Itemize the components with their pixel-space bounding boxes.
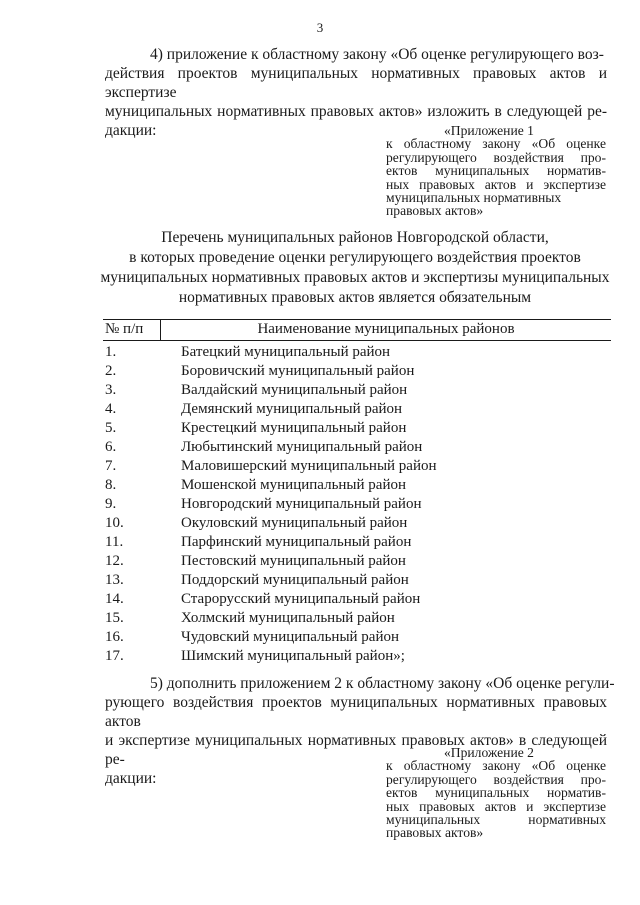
appendix-line: регулирующего воздействия про- <box>386 149 606 165</box>
row-number: 5. <box>105 420 117 436</box>
table-row <box>103 495 611 514</box>
title-line: нормативных правовых актов является обязательным <box>178 289 532 306</box>
table-row <box>103 438 611 457</box>
district-name: Чудовский муниципальный район <box>181 629 400 645</box>
table-row <box>103 343 611 362</box>
table-row <box>103 628 611 647</box>
district-name: Новгородский муниципальный район <box>181 496 422 512</box>
district-name: Холмский муниципальный район <box>181 610 395 626</box>
column-header-name: Наименование муниципальных районов <box>257 321 515 337</box>
table-row <box>103 590 611 609</box>
appendix-line: ных правовых актов и экспертизе <box>386 798 606 814</box>
row-number: 3. <box>105 382 117 398</box>
row-number: 14. <box>105 591 124 607</box>
title-line: муниципальных нормативных правовых актов и экспертизы муниципальных <box>100 269 610 286</box>
table-row <box>103 476 611 495</box>
title-line: в которых проведение оценки регулирующего воздействия проектов <box>129 249 581 266</box>
appendix-heading: «Приложение 1 <box>444 123 534 138</box>
district-name: Поддорский муниципальный район <box>181 572 409 588</box>
appendix-2-caption <box>386 746 606 840</box>
paragraph-line: действия проектов муниципальных нормативных правовых актов и экспертизе <box>105 65 607 101</box>
district-name: Демянский муниципальный район <box>181 401 403 417</box>
district-name: Боровичский муниципальный район <box>181 363 415 379</box>
row-number: 1. <box>105 344 117 360</box>
appendix-line: ектов муниципальных норматив- <box>386 163 606 179</box>
row-number: 7. <box>105 458 117 474</box>
district-name: Валдайский муниципальный район <box>181 382 408 398</box>
row-number: 9. <box>105 496 117 512</box>
district-name: Шимский муниципальный район»; <box>181 648 405 664</box>
table-row <box>103 419 611 438</box>
district-name: Мошенской муниципальный район <box>181 477 406 493</box>
district-name: Парфинский муниципальный район <box>181 534 412 550</box>
district-name: Маловишерский муниципальный район <box>181 458 437 474</box>
table-row <box>103 647 611 666</box>
list-title <box>90 228 620 308</box>
row-number: 4. <box>105 401 117 417</box>
row-number: 15. <box>105 610 124 626</box>
paragraph-line: 4) приложение к областному закону «Об оценке регулирующего воз- <box>150 46 604 63</box>
appendix-line: к областному закону «Об оценке <box>386 758 606 774</box>
row-number: 6. <box>105 439 117 455</box>
column-header-number: № п/п <box>105 321 144 337</box>
appendix-line: регулирующего воздействия про- <box>386 771 606 787</box>
appendix-1-caption <box>386 124 606 218</box>
table-row <box>103 362 611 381</box>
row-number: 16. <box>105 629 124 645</box>
paragraph-line: рующего воздействия проектов муниципальных нормативных правовых актов <box>105 694 607 730</box>
table-row <box>103 400 611 419</box>
appendix-line: к областному закону «Об оценке <box>386 136 606 152</box>
table-row <box>103 514 611 533</box>
district-name: Крестецкий муниципальный район <box>181 420 407 436</box>
title-line: Перечень муниципальных районов Новгородской области, <box>161 229 549 246</box>
row-number: 11. <box>105 534 124 550</box>
appendix-line: муниципальных нормативных <box>386 190 562 206</box>
row-number: 12. <box>105 553 124 569</box>
table-row <box>103 457 611 476</box>
paragraph-line: муниципальных нормативных правовых актов» изложить в следующей ре- <box>105 103 607 120</box>
district-name: Батецкий муниципальный район <box>181 344 391 360</box>
table-row <box>103 552 611 571</box>
paragraph-line: 5) дополнить приложением 2 к областному закону «Об оценке регули- <box>150 675 615 692</box>
district-name: Старорусский муниципальный район <box>181 591 421 607</box>
paragraph-line: дакции: <box>105 122 157 139</box>
district-name: Окуловский муниципальный район <box>181 515 408 531</box>
row-number: 8. <box>105 477 117 493</box>
row-number: 13. <box>105 572 124 588</box>
table-row <box>103 571 611 590</box>
paragraph-line: дакции: <box>105 770 157 787</box>
districts-table-body <box>103 343 611 666</box>
appendix-line: ектов муниципальных норматив- <box>386 785 606 801</box>
district-name: Пестовский муниципальный район <box>181 553 406 569</box>
table-header <box>103 319 611 341</box>
table-row <box>103 381 611 400</box>
row-number: 17. <box>105 648 124 664</box>
row-number: 2. <box>105 363 117 379</box>
appendix-line: правовых актов» <box>386 825 484 841</box>
appendix-heading: «Приложение 2 <box>444 745 534 760</box>
table-row <box>103 533 611 552</box>
appendix-line: правовых актов» <box>386 203 484 219</box>
paragraph-line: и экспертизе муниципальных нормативных правовых актов» в следующей ре- <box>105 732 607 768</box>
page-number: 3 <box>316 20 324 35</box>
appendix-line: муниципальных нормативных <box>386 812 606 828</box>
row-number: 10. <box>105 515 124 531</box>
table-row <box>103 609 611 628</box>
district-name: Любытинский муниципальный район <box>181 439 423 455</box>
appendix-line: ных правовых актов и экспертизе <box>386 176 606 192</box>
